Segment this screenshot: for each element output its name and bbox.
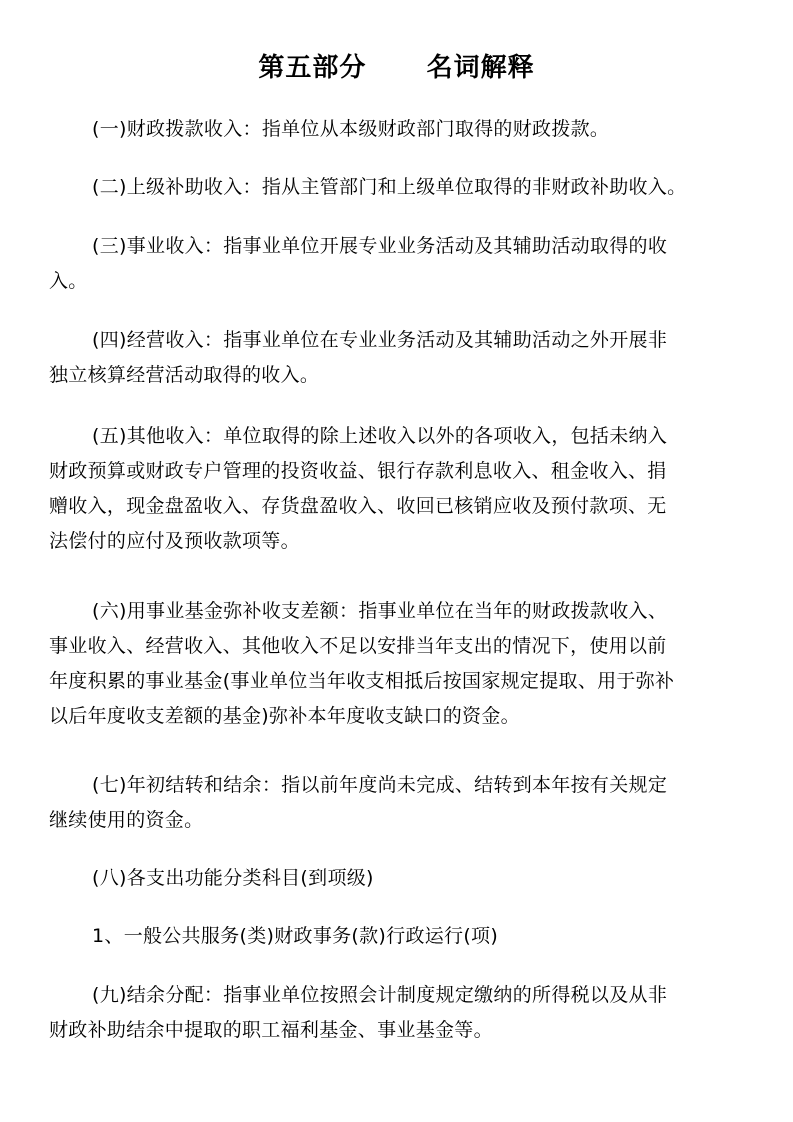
paragraph-10 (49, 978, 757, 1048)
paragraph-line: 法偿付的应付及预收款项等。 (49, 530, 300, 552)
paragraph-line: (六)用事业基金弥补收支差额：指事业单位在当年的财政拨款收入、 (92, 600, 668, 622)
paragraph-line: 入。 (49, 270, 88, 292)
paragraph-line: (二)上级补助收入：指从主管部门和上级单位取得的非财政补助收入。 (92, 176, 687, 198)
paragraph-4 (49, 323, 757, 393)
paragraph-8 (49, 861, 757, 896)
paragraph-5 (49, 419, 757, 559)
paragraph-3 (49, 229, 757, 299)
paragraph-line: (九)结余分配：指事业单位按照会计制度规定缴纳的所得税以及从非 (92, 984, 668, 1006)
paragraph-1 (49, 112, 757, 147)
paragraph-line: 财政预算或财政专户管理的投资收益、银行存款利息收入、租金收入、捐 (49, 460, 667, 482)
paragraph-2 (49, 170, 757, 205)
paragraph-line: (七)年初结转和结余：指以前年度尚未完成、结转到本年按有关规定 (92, 774, 668, 796)
paragraph-line: 继续使用的资金。 (49, 809, 204, 831)
paragraph-line: 以后年度收支差额的基金)弥补本年度收支缺口的资金。 (49, 705, 520, 727)
paragraph-line: (四)经营收入：指事业单位在专业业务活动及其辅助活动之外开展非 (92, 329, 668, 351)
paragraph-line: 财政补助结余中提取的职工福利基金、事业基金等。 (49, 1019, 493, 1041)
paragraph-line: (五)其他收入：单位取得的除上述收入以外的各项收入，包括未纳入 (92, 425, 668, 447)
paragraph-line: 独立核算经营活动取得的收入。 (49, 364, 320, 386)
page-title: 第五部分 名词解释 (258, 53, 535, 83)
paragraph-line: 赠收入，现金盘盈收入、存货盘盈收入、收回已核销应收及预付款项、无 (49, 495, 667, 517)
paragraph-line: 事业收入、经营收入、其他收入不足以安排当年支出的情况下，使用以前 (49, 635, 667, 657)
paragraph-6 (49, 594, 757, 734)
paragraph-9 (49, 919, 757, 954)
paragraph-7 (49, 768, 757, 838)
paragraph-line: 年度积累的事业基金(事业单位当年收支相抵后按国家规定提取、用于弥补 (49, 670, 675, 692)
paragraph-line: (三)事业收入：指事业单位开展专业业务活动及其辅助活动取得的收 (92, 235, 668, 257)
paragraph-line: 1、一般公共服务(类)财政事务(款)行政运行(项) (92, 925, 499, 947)
paragraph-line: (八)各支出功能分类科目(到项级) (92, 867, 374, 889)
paragraph-line: (一)财政拨款收入：指单位从本级财政部门取得的财政拨款。 (92, 118, 610, 140)
